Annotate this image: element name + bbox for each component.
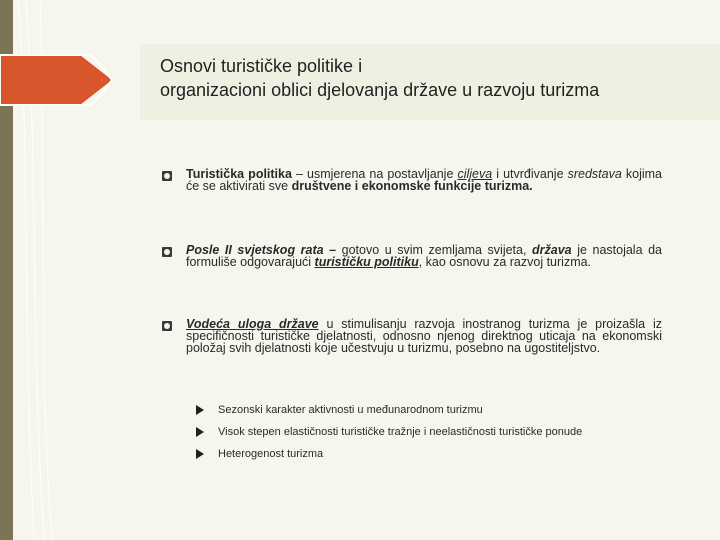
bullet-vodeca-uloga	[162, 318, 662, 354]
title-arrow-decoration	[0, 40, 112, 120]
checkbox-bullet-icon	[162, 171, 172, 181]
page-title	[160, 54, 700, 102]
bullet-turisticka-politika	[162, 168, 662, 192]
title-line-1: Osnovi turističke politike i	[160, 56, 363, 76]
bullet-text: Turistička politika – usmjerena na postavljanje ciljeva i utvrđivanje sredstava kojima će se aktivirati sve društvene i ekonomske funkcije turizma.	[186, 167, 662, 193]
arrow-bullet-icon	[196, 405, 204, 415]
sub-bullet-2: Visok stepen elastičnosti turističke tražnje i neelastičnosti turističke ponude	[196, 426, 676, 438]
sub-bullet-3: Heterogenost turizma	[196, 448, 676, 460]
bullet-text: Posle II svjetskog rata – gotovo u svim zemljama svijeta, država je nastojala da formuliše odgovarajući turističku politiku, kao osnovu za razvoj turizma.	[186, 243, 662, 269]
title-line-2: organizacioni oblici djelovanja države u razvoju turizma	[160, 80, 600, 100]
bullet-posle-rata	[162, 244, 662, 268]
checkbox-bullet-icon	[162, 247, 172, 257]
checkbox-bullet-icon	[162, 321, 172, 331]
arrow-bullet-icon	[196, 449, 204, 459]
arrow-bullet-icon	[196, 427, 204, 437]
bullet-text: Vodeća uloga države u stimulisanju razvoja inostranog turizma je proizašla iz specifičnosti turističke djelatnosti, odnosno njenog direktnog uticaja na ekonomski položaj svih djelatnosti koje učestvuju u turizmu, posebno na ugostiteljstvo.	[186, 317, 663, 355]
sub-bullet-1: Sezonski karakter aktivnosti u međunarodnom turizmu	[196, 404, 676, 416]
